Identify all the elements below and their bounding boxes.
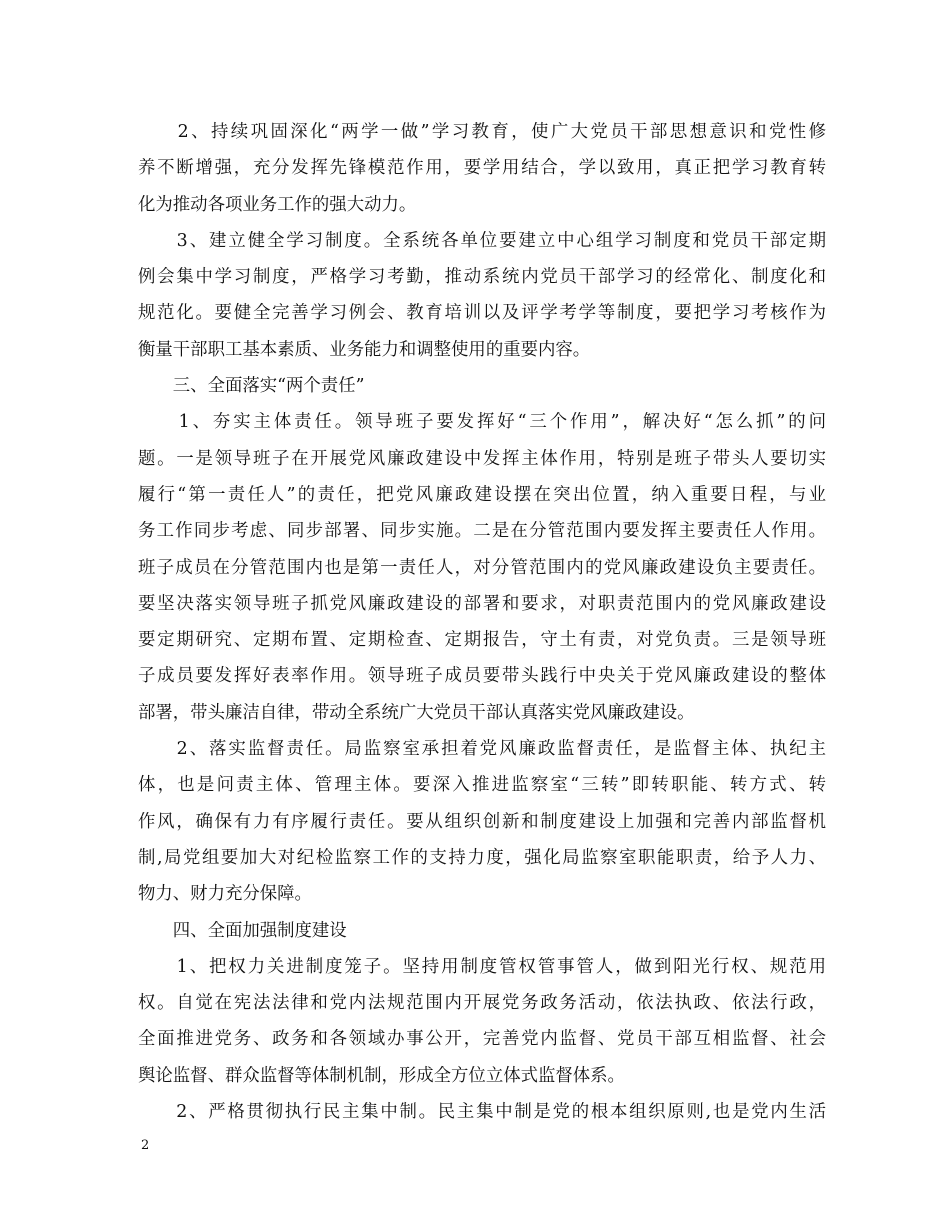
text-line: 养不断增强，充分发挥先锋模范作用，要学用结合，学以致用，真正把学习教育转 xyxy=(138,158,826,179)
text-line: 要定期研究、定期布置、定期检查、定期报告，守土有责，对党负责。三是领导班 xyxy=(138,630,826,651)
text-line: 子成员要发挥好表率作用。领导班子成员要带头践行中央关于党风廉政建设的整体 xyxy=(138,666,826,687)
text-line: 1、夯实主体责任。领导班子要发挥好“三个作用”，解决好“怎么抓”的问 xyxy=(138,412,826,433)
text-line: 3、建立健全学习制度。全系统各单位要建立中心组学习制度和党员干部定期 xyxy=(138,230,826,251)
text-line: 例会集中学习制度，严格学习考勤，推动系统内党员干部学习的经常化、制度化和 xyxy=(138,267,826,288)
text-line: 务工作同步考虑、同步部署、同步实施。二是在分管范围内要发挥主要责任人作用。 xyxy=(138,521,826,542)
text-line: 要坚决落实领导班子抓党风廉政建设的部署和要求，对职责范围内的党风廉政建设 xyxy=(138,593,826,614)
text-line: 物力、财力充分保障。 xyxy=(138,884,312,905)
text-line: 履行“第一责任人”的责任，把党风廉政建设摆在突出位置，纳入重要日程，与业 xyxy=(138,484,826,505)
text-line: 2、落实监督责任。局监察室承担着党风廉政监督责任，是监督主体、执纪主 xyxy=(138,739,826,760)
text-line: 衡量干部职工基本素质、业务能力和调整使用的重要内容。 xyxy=(138,339,591,360)
text-line: 体，也是问责主体、管理主体。要深入推进监察室“三转”即转职能、转方式、转 xyxy=(138,775,826,796)
text-line: 1、把权力关进制度笼子。坚持用制度管权管事管人，做到阳光行权、规范用 xyxy=(138,956,826,977)
body-text xyxy=(138,114,826,1130)
text-line: 部署，带头廉洁自律，带动全系统广大党员干部认真落实党风廉政建设。 xyxy=(138,702,695,723)
text-line: 班子成员在分管范围内也是第一责任人，对分管范围内的党风廉政建设负主要责任。 xyxy=(138,557,826,578)
text-line: 2、严格贯彻执行民主集中制。民主集中制是党的根本组织原则,也是党内生活 xyxy=(138,1102,826,1123)
text-line: 化为推动各项业务工作的强大动力。 xyxy=(138,194,417,215)
page-number: 2 xyxy=(141,1138,150,1153)
text-line: 权。自觉在宪法法律和党内法规范围内开展党务政务活动，依法执政、依法行政， xyxy=(138,993,826,1014)
text-line: 规范化。要健全完善学习例会、教育培训以及评学考学等制度，要把学习考核作为 xyxy=(138,303,826,324)
text-line: 2、持续巩固深化“两学一做”学习教育，使广大党员干部思想意识和党性修 xyxy=(138,122,826,142)
text-line: 三、全面落实“两个责任” xyxy=(138,376,365,397)
text-line: 作风，确保有力有序履行责任。要从组织创新和制度建设上加强和完善内部监督机 xyxy=(138,811,826,832)
text-line: 四、全面加强制度建设 xyxy=(138,920,347,941)
text-line: 制,局党组要加大对纪检监察工作的支持力度，强化局监察室职能职责，给予人力、 xyxy=(138,847,826,868)
text-line: 舆论监督、群众监督等体制机制，形成全方位立体式监督体系。 xyxy=(138,1065,625,1086)
text-line: 题。一是领导班子在开展党风廉政建设中发挥主体作用，特别是班子带头人要切实 xyxy=(138,448,826,469)
text-line: 全面推进党务、政务和各领域办事公开，完善党内监督、党员干部互相监督、社会 xyxy=(138,1029,826,1050)
